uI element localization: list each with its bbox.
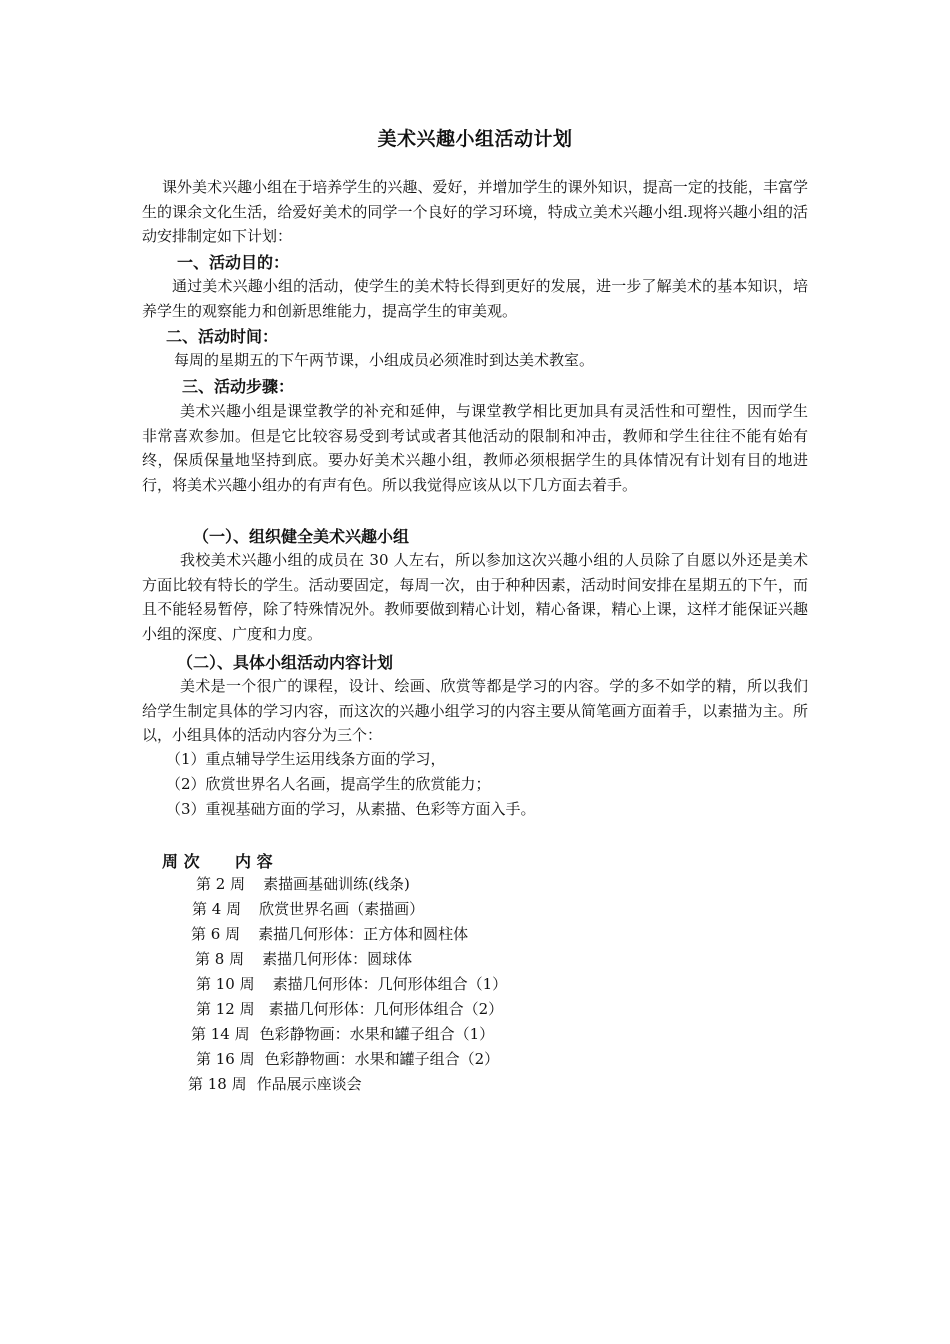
subsection-heading-organize: （一）、组织健全美术兴趣小组 (193, 527, 410, 546)
schedule-row (196, 1048, 499, 1069)
schedule-row (196, 873, 410, 894)
schedule-content: 素描几何形体：圆球体 (262, 950, 413, 968)
section-heading-purpose: 一、活动目的： (177, 253, 290, 272)
list-item: （3）重视基础方面的学习，从素描、色彩等方面入手。 (166, 800, 536, 818)
schedule-content: 素描画基础训练(线条) (263, 875, 410, 893)
schedule-week: 第 8 周 (195, 950, 245, 968)
schedule-week: 第 14 周 (191, 1025, 250, 1043)
schedule-content: 素描几何形体：几何形体组合（1） (272, 975, 508, 993)
schedule-week: 第 16 周 (196, 1050, 255, 1068)
schedule-week: 第 12 周 (196, 1000, 255, 1018)
schedule-row (196, 973, 507, 994)
schedule-content: 色彩静物画：水果和罐子组合（1） (259, 1025, 495, 1043)
schedule-header-week: 周 次 (162, 852, 200, 871)
schedule-week: 第 2 周 (196, 875, 246, 893)
purpose-paragraph: 通过美术兴趣小组的活动，使学生的美术特长得到更好的发展，进一步了解美术的基本知识，培养学生的观察能力和创新思维能力，提高学生的审美观。 (142, 277, 808, 320)
schedule-week: 第 10 周 (196, 975, 255, 993)
intro-paragraph: 课外美术兴趣小组在于培养学生的兴趣、爱好，并增加学生的课外知识，提高一定的技能，丰富学生的课余文化生活，给爱好美术的同学一个良好的学习环境，特成立美术兴趣小组.现将兴趣小组的活动安排制定如下计划： (142, 178, 808, 245)
schedule-row (195, 948, 412, 969)
schedule-week: 第 6 周 (191, 925, 241, 943)
schedule-week: 第 4 周 (192, 900, 242, 918)
steps-paragraph: 美术兴趣小组是课堂教学的补充和延伸，与课堂教学相比更加具有灵活性和可塑性，因而学生非常喜欢参加。但是它比较容易受到考试或者其他活动的限制和冲击，教师和学生往往不能有始有终，保质保量地坚持到底。要办好美术兴趣小组，教师必须根据学生的具体情况有计划有目的地进行，将美术兴趣小组办的有声有色。所以我觉得应该从以下几方面去着手。 (142, 402, 808, 494)
list-item: （1）重点辅导学生运用线条方面的学习， (166, 750, 446, 768)
schedule-content: 色彩静物画：水果和罐子组合（2） (264, 1050, 500, 1068)
schedule-content: 欣赏世界名画（素描画） (259, 900, 425, 918)
schedule-week: 第 18 周 (188, 1075, 247, 1093)
organize-paragraph: 我校美术兴趣小组的成员在 30 人左右，所以参加这次兴趣小组的人员除了自愿以外还是美术方面比较有特长的学生。活动要固定，每周一次，由于种种因素，活动时间安排在星期五的下午，而且不能轻易暂停，除了特殊情况外。教师要做到精心计划，精心备课，精心上课，这样才能保证兴趣小组的深度、广度和力度。 (142, 551, 808, 643)
schedule-row (191, 923, 468, 944)
time-paragraph: 每周的星期五的下午两节课，小组成员必须准时到达美术教室。 (174, 351, 595, 369)
section-heading-steps: 三、活动步骤： (182, 377, 295, 396)
schedule-row (196, 998, 503, 1019)
section-heading-time: 二、活动时间： (166, 327, 279, 346)
schedule-content: 素描几何形体：正方体和圆柱体 (258, 925, 469, 943)
list-item: （2）欣赏世界名人名画，提高学生的欣赏能力； (166, 775, 491, 793)
subsection-heading-content: （二）、具体小组活动内容计划 (177, 653, 394, 672)
schedule-content: 作品展示座谈会 (256, 1075, 362, 1093)
content-paragraph: 美术是一个很广的课程，设计、绘画、欣赏等都是学习的内容。学的多不如学的精，所以我们给学生制定具体的学习内容，而这次的兴趣小组学习的内容主要从简笔画方面着手，以素描为主。所以，小组具体的活动内容分为三个： (142, 677, 808, 744)
schedule-row (192, 898, 424, 919)
schedule-row (191, 1023, 494, 1044)
schedule-header-content: 内 容 (235, 852, 273, 871)
document-title: 美术兴趣小组活动计划 (377, 128, 573, 150)
schedule-content: 素描几何形体：几何形体组合（2） (268, 1000, 504, 1018)
schedule-row (188, 1073, 362, 1094)
